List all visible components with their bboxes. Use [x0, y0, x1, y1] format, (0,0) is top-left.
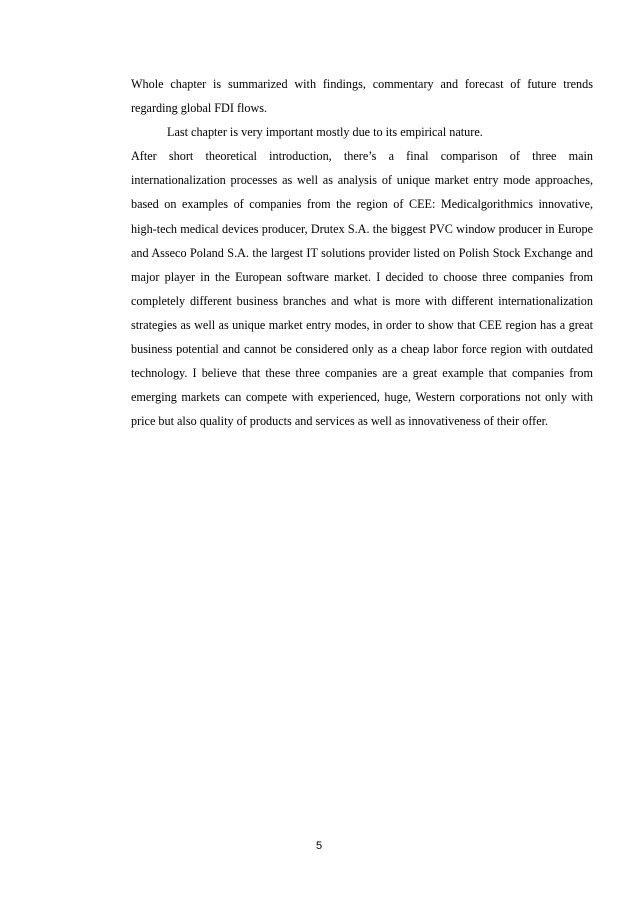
page-number: 5: [315, 840, 323, 852]
paragraph-last-chapter: Last chapter is very important mostly due to its empirical nature.: [167, 125, 483, 140]
paragraph-comparison: After short theoretical introduction, there’s a final comparison of three main internationalization processes as well as analysis of unique market entry mode approaches, based on examples of companies from the region of CEE: Medicalgorithmics innovative, high-tech medical devices producer, Drutex S.A. the biggest PVC window producer in Europe and Asseco Poland S.A. the largest IT solutions provider listed on Polish Stock Exchange and major player in the European software market. I decided to choose three companies from completely different business branches and what is more with different internationalization strategies as well as unique market entry modes, in order to show that CEE region has a great business potential and cannot be considered only as a cheap labor force region with outdated technology. I believe that these three companies are a great example that companies from emerging markets can compete with experienced, huge, Western corporations not only with price but also quality of products and services as well as innovativeness of their offer.: [131, 149, 593, 429]
body-text: [131, 72, 593, 433]
paragraph-summary: Whole chapter is summarized with findings, commentary and forecast of future trends regarding global FDI flows.: [131, 77, 593, 116]
